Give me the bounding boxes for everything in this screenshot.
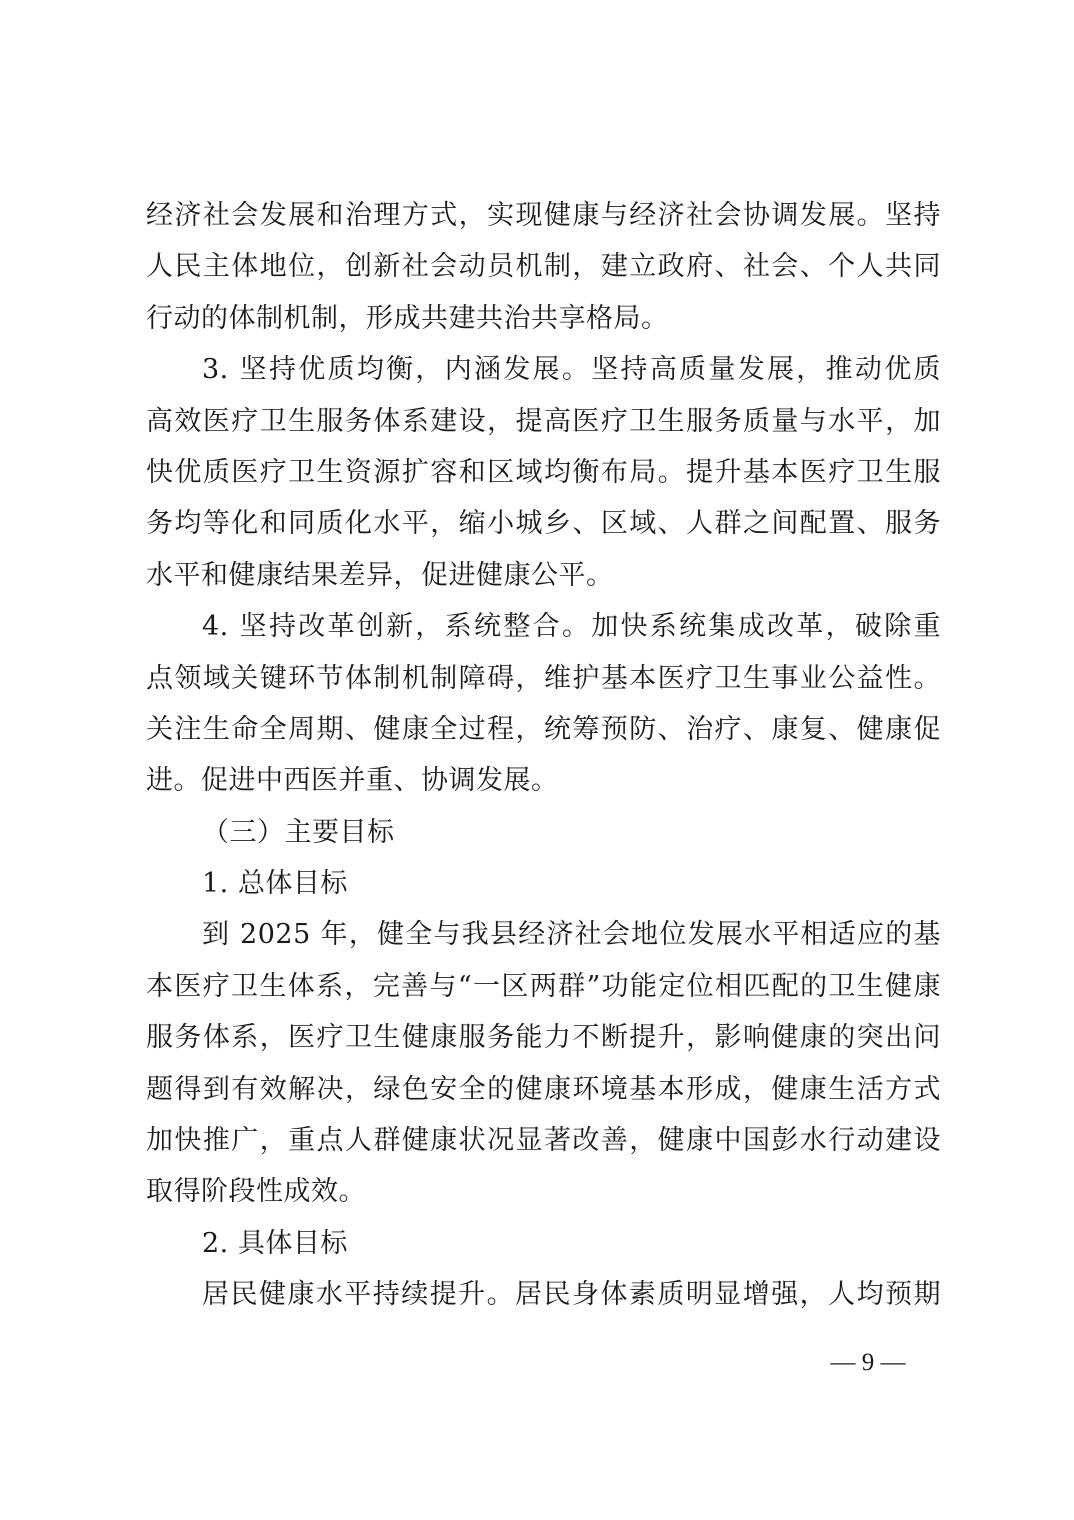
paragraph-line: 经济社会发展和治理方式，实现健康与经济社会协调发展。坚持 — [146, 200, 941, 231]
paragraph-line: 高效医疗卫生服务体系建设，提高医疗卫生服务质量与水平，加 — [146, 405, 941, 437]
paragraph-line: 快优质医疗卫生资源扩容和区域均衡布局。提升基本医疗卫生服 — [146, 456, 941, 488]
subsection-heading-specific-goals: 2. 具体目标 — [202, 1227, 348, 1259]
body-text — [146, 190, 941, 1321]
page-number: — 9 — — [830, 1349, 906, 1376]
paragraph-line: 到 2025 年，健全与我县经济社会地位发展水平相适应的基 — [202, 919, 941, 951]
paragraph-line: 本医疗卫生体系，完善与“一区两群”功能定位相匹配的卫生健康 — [146, 970, 941, 1002]
paragraph-line: 加快推广，重点人群健康状况显著改善，健康中国彭水行动建设 — [146, 1125, 941, 1157]
principle-4-heading-line: 4. 坚持改革创新，系统整合。加快系统集成改革，破除重 — [202, 611, 941, 643]
subsection-heading-overall-goal: 1. 总体目标 — [202, 868, 348, 900]
paragraph-line: 水平和健康结果差异，促进健康公平。 — [146, 559, 614, 591]
paragraph-line: 关注生命全周期、健康全过程，统筹预防、治疗、康复、健康促 — [146, 713, 941, 745]
paragraph-line: 居民健康水平持续提升。居民身体素质明显增强，人均预期 — [202, 1279, 941, 1311]
paragraph-line: 点领域关键环节体制机制障碍，维护基本医疗卫生事业公益性。 — [146, 662, 941, 694]
paragraph-line: 服务体系，医疗卫生健康服务能力不断提升，影响健康的突出问 — [146, 1022, 941, 1054]
paragraph-line: 进。促进中西医并重、协调发展。 — [146, 765, 559, 797]
paragraph-line: 务均等化和同质化水平，缩小城乡、区域、人群之间配置、服务 — [146, 508, 941, 540]
paragraph-line: 行动的体制机制，形成共建共治共享格局。 — [146, 302, 669, 334]
paragraph-line: 题得到有效解决，绿色安全的健康环境基本形成，健康生活方式 — [146, 1073, 941, 1105]
paragraph-line: 取得阶段性成效。 — [146, 1176, 366, 1208]
principle-3-heading-line: 3. 坚持优质均衡，内涵发展。坚持高质量发展，推动优质 — [202, 354, 941, 386]
section-heading: （三）主要目标 — [202, 816, 395, 848]
paragraph-line: 人民主体地位，创新社会动员机制，建立政府、社会、个人共同 — [146, 251, 941, 283]
